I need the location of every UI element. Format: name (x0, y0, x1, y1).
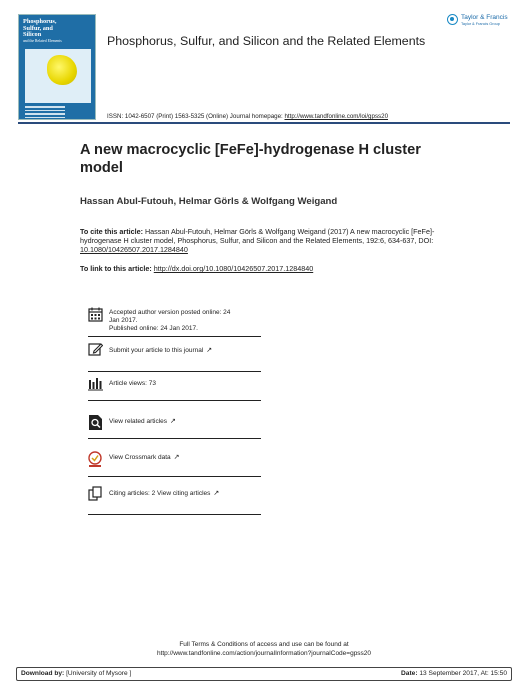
crossmark-item[interactable] (88, 438, 261, 477)
accepted-item (88, 306, 261, 336)
article-link-line (80, 264, 313, 273)
external-link-icon: ↗ (173, 454, 180, 461)
cover-title (23, 19, 93, 44)
accepted-date-line2: Jan 2017. (109, 317, 138, 324)
download-value: [University of Mysore ] (64, 670, 132, 677)
submit-item[interactable] (88, 336, 261, 372)
journal-cover-image (18, 14, 96, 120)
article-views: Article views: 73 (109, 380, 156, 387)
doi-link[interactable]: 10.1080/10426507.2017.1284840 (80, 245, 188, 255)
cover-title-line: Sulfur, and (23, 24, 53, 32)
download-info-bar (16, 667, 512, 681)
date-value: 13 September 2017, At: 15:50 (417, 670, 507, 677)
header-divider (18, 122, 510, 124)
terms-note (0, 641, 528, 658)
cover-title-line: Phosphorus, (23, 18, 57, 25)
published-date: Published online: 24 Jan 2017. (109, 325, 198, 332)
cite-label: To cite this article: (80, 227, 143, 236)
bar-chart-icon (88, 376, 103, 391)
calendar-icon (88, 307, 103, 322)
submit-article-link[interactable]: Submit your article to this journal (109, 347, 204, 354)
cover-text-lines (25, 106, 65, 120)
date-label: Date: (401, 670, 418, 677)
publisher-name: Taylor & Francis (461, 14, 508, 21)
related-item[interactable] (88, 400, 261, 439)
edit-icon (88, 342, 103, 357)
crossmark-data-link[interactable]: View Crossmark data (109, 454, 171, 461)
issn-line (107, 113, 388, 120)
cite-text: Hassan Abul-Futouh, Helmar Görls & Wolfgang Weigand (2017) A new macrocyclic [FeFe]-hydrogenase H cluster model, Phosphorus, Sulfur, and Silicon and the Related Elements, 192:6, 634-637, DOI: (80, 227, 435, 246)
external-link-icon: ↗ (206, 347, 213, 354)
copy-documents-icon (88, 486, 103, 501)
search-document-icon (88, 415, 103, 430)
cover-title-line: and the Related Elements (23, 38, 62, 43)
article-title: A new macrocyclic [FeFe]-hydrogenase H cluster model (80, 142, 421, 176)
cover-photo (25, 49, 91, 103)
terms-url[interactable]: http://www.tandfonline.com/action/journalInformation?journalCode=gpss20 (156, 649, 372, 657)
external-link-icon: ↗ (170, 418, 176, 425)
download-label: Download by: (21, 670, 65, 677)
issn-text: ISSN: 1042-6507 (Print) 1563-5325 (Online) Journal homepage: (107, 113, 285, 120)
download-by (21, 670, 131, 677)
journal-title[interactable]: Phosphorus, Sulfur, and Silicon and the Related Elements (107, 34, 426, 48)
related-articles-link[interactable]: View related articles (109, 418, 168, 425)
external-link-icon: ↗ (213, 490, 220, 497)
download-date (401, 670, 507, 677)
cover-title-line: Silicon (23, 31, 42, 39)
citing-item[interactable] (88, 476, 261, 515)
views-item (88, 370, 261, 401)
journal-homepage-link[interactable]: http://www.tandfonline.com/loi/gpss20 (284, 113, 389, 120)
crossmark-icon (88, 451, 102, 469)
cover-crystal-graphic (47, 55, 77, 85)
publisher-tagline: Taylor & Francis Group (461, 22, 500, 26)
article-authors: Hassan Abul-Futouh, Helmar Görls & Wolfgang Weigand (80, 196, 338, 207)
terms-line1: Full Terms & Conditions of access and use can be found at (179, 641, 349, 648)
publisher-logo[interactable] (447, 13, 517, 33)
accepted-date-line1: Accepted author version posted online: 24 (109, 309, 231, 316)
article-doi-url-link[interactable]: http://dx.doi.org/10.1080/10426507.2017.1284840 (153, 264, 314, 273)
citation-block (80, 227, 455, 255)
taylor-francis-logo-icon (447, 14, 458, 25)
link-label: To link to this article: (80, 264, 154, 273)
citing-articles-link[interactable]: Citing articles: 2 View citing articles (109, 490, 211, 497)
